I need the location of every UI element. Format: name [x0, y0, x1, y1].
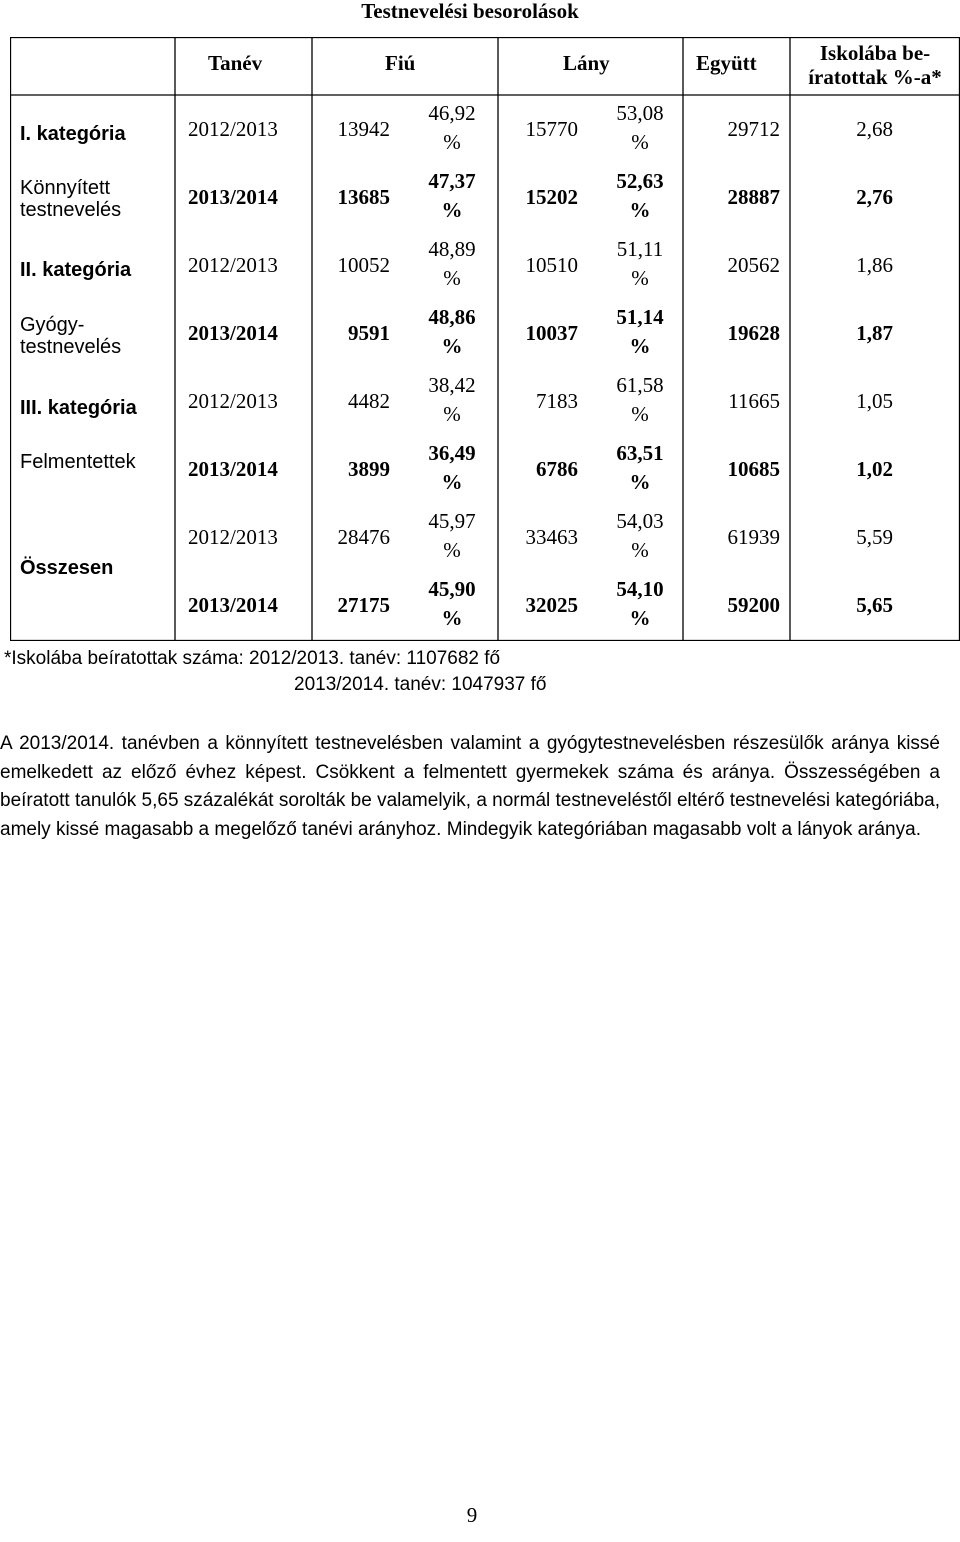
percent-sign: % [441, 469, 463, 494]
header-lany: Lány [563, 51, 610, 75]
row-2-egyutt: 28887 [727, 185, 780, 209]
row-1-fiu: 13942 [337, 117, 390, 141]
lany-pct-value: 51,14 [616, 305, 664, 329]
category-sublabel-3: Felmentettek [20, 451, 136, 473]
percent-sign: % [631, 537, 649, 562]
fiu-pct-value: 36,49 [428, 441, 476, 465]
fiu-pct-value: 46,92 [428, 101, 476, 125]
percent-sign: % [443, 537, 461, 562]
row-5-lany-pct [600, 371, 680, 429]
percent-sign: % [629, 469, 651, 494]
percent-sign: % [441, 197, 463, 222]
row-4-fiu-pct [412, 303, 492, 361]
row-8-lany: 32025 [525, 593, 578, 617]
row-8-iskolaba: 5,65 [856, 593, 893, 617]
percent-sign: % [441, 333, 463, 358]
percent-sign: % [443, 129, 461, 154]
classification-table [10, 37, 960, 641]
row-6-tanev: 2013/2014 [188, 457, 278, 481]
row-5-iskolaba: 1,05 [856, 389, 893, 413]
percent-sign: % [629, 197, 651, 222]
table-footnote [4, 648, 624, 696]
row-1-fiu-pct [412, 99, 492, 157]
category-label-2: II. kategória [20, 259, 132, 281]
table-caption: Testnevelési besorolások [361, 0, 579, 23]
row-4-tanev: 2013/2014 [188, 321, 278, 345]
header-iskolaba-line-1: Iskolába be- [819, 41, 931, 65]
row-2-fiu: 13685 [337, 185, 390, 209]
row-5-egyutt: 11665 [728, 389, 780, 413]
row-7-egyutt: 61939 [727, 525, 780, 549]
header-tanev: Tanév [208, 51, 263, 75]
row-1-egyutt: 29712 [727, 117, 780, 141]
fiu-pct-value: 48,86 [428, 305, 476, 329]
row-8-lany-pct [600, 575, 680, 633]
row-3-tanev: 2012/2013 [188, 253, 278, 277]
row-1-iskolaba: 2,68 [856, 117, 893, 141]
row-6-fiu-pct [412, 439, 492, 497]
row-2-lany-pct [600, 167, 680, 225]
row-2-fiu-pct [412, 167, 492, 225]
row-7-fiu: 28476 [337, 525, 390, 549]
fiu-pct-value: 45,90 [428, 577, 476, 601]
header-iskolaba [790, 41, 960, 89]
percent-sign: % [631, 401, 649, 426]
row-4-egyutt: 19628 [727, 321, 780, 345]
row-4-lany-pct [600, 303, 680, 361]
row-8-fiu-pct [412, 575, 492, 633]
row-3-lany: 10510 [525, 253, 578, 277]
percent-sign: % [629, 333, 651, 358]
category-label-1: I. kategória [20, 123, 126, 145]
row-4-iskolaba: 1,87 [856, 321, 893, 345]
row-8-fiu: 27175 [337, 593, 390, 617]
row-2-lany: 15202 [525, 185, 578, 209]
row-8-tanev: 2013/2014 [188, 593, 278, 617]
row-7-lany: 33463 [525, 525, 578, 549]
lany-pct-value: 54,03 [616, 509, 664, 533]
lany-pct-value: 63,51 [616, 441, 664, 465]
row-7-iskolaba: 5,59 [856, 525, 893, 549]
category-label-3: III. kategória [20, 397, 137, 419]
lany-pct-value: 52,63 [616, 169, 664, 193]
row-3-lany-pct [600, 235, 680, 293]
category-sublabel-1: Könnyített testnevelés [20, 177, 122, 221]
fiu-pct-value: 47,37 [428, 169, 476, 193]
row-2-iskolaba: 2,76 [856, 185, 893, 209]
category-sublabel-2: Gyógy- testnevelés [20, 314, 122, 358]
row-3-fiu-pct [412, 235, 492, 293]
lany-pct-value: 53,08 [616, 101, 664, 125]
row-6-iskolaba: 1,02 [856, 457, 893, 481]
row-6-lany: 6786 [536, 457, 578, 481]
lany-pct-value: 54,10 [616, 577, 664, 601]
summary-paragraph: A 2013/2014. tanévben a könnyített testnevelésben valamint a gyógytestnevelésben részesülők aránya kissé emelkedett az előző évhez képest. Csökkent a felmentett gyermekek száma és aránya. Összességében a beíratott tanulók 5,65 százalékát sorolták be valamelyik, a normál testneveléstől eltérő testnevelési kategóriába, amely kissé magasabb a megelőző tanévi arányhoz. Mindegyik kategóriában magasabb volt a lányok aránya. [0, 733, 940, 840]
row-3-fiu: 10052 [337, 253, 390, 277]
category-label-4: Összesen [20, 557, 114, 579]
row-2-tanev: 2013/2014 [188, 185, 278, 209]
fiu-pct-value: 38,42 [428, 373, 476, 397]
row-4-lany: 10037 [525, 321, 578, 345]
row-7-lany-pct [600, 507, 680, 565]
header-fiu: Fiú [385, 51, 416, 75]
percent-sign: % [629, 605, 651, 630]
row-5-lany: 7183 [536, 389, 578, 413]
row-6-egyutt: 10685 [727, 457, 780, 481]
lany-pct-value: 51,11 [616, 237, 664, 261]
row-1-lany: 15770 [525, 117, 578, 141]
fiu-pct-value: 48,89 [428, 237, 476, 261]
row-6-lany-pct [600, 439, 680, 497]
row-7-fiu-pct [412, 507, 492, 565]
footnote-line-1: *Iskolába beíratottak száma: 2012/2013. tanév: 1107682 fő [4, 648, 501, 669]
row-5-fiu: 4482 [348, 389, 390, 413]
row-3-iskolaba: 1,86 [856, 253, 893, 277]
percent-sign: % [443, 401, 461, 426]
row-1-tanev: 2012/2013 [188, 117, 278, 141]
percent-sign: % [443, 265, 461, 290]
percent-sign: % [631, 265, 649, 290]
percent-sign: % [441, 605, 463, 630]
footnote-line-2: 2013/2014. tanév: 1047937 fő [294, 674, 547, 695]
row-8-egyutt: 59200 [727, 593, 780, 617]
header-egyutt: Együtt [696, 51, 757, 75]
row-4-fiu: 9591 [348, 321, 390, 345]
header-iskolaba-line-2: íratottak %-a* [808, 65, 942, 90]
percent-sign: % [631, 129, 649, 154]
row-1-lany-pct [600, 99, 680, 157]
fiu-pct-value: 45,97 [428, 509, 476, 533]
row-7-tanev: 2012/2013 [188, 525, 278, 549]
row-3-egyutt: 20562 [727, 253, 780, 277]
page-number: 9 [466, 1503, 478, 1527]
lany-pct-value: 61,58 [616, 373, 664, 397]
row-5-tanev: 2012/2013 [188, 389, 278, 413]
row-5-fiu-pct [412, 371, 492, 429]
row-6-fiu: 3899 [348, 457, 390, 481]
